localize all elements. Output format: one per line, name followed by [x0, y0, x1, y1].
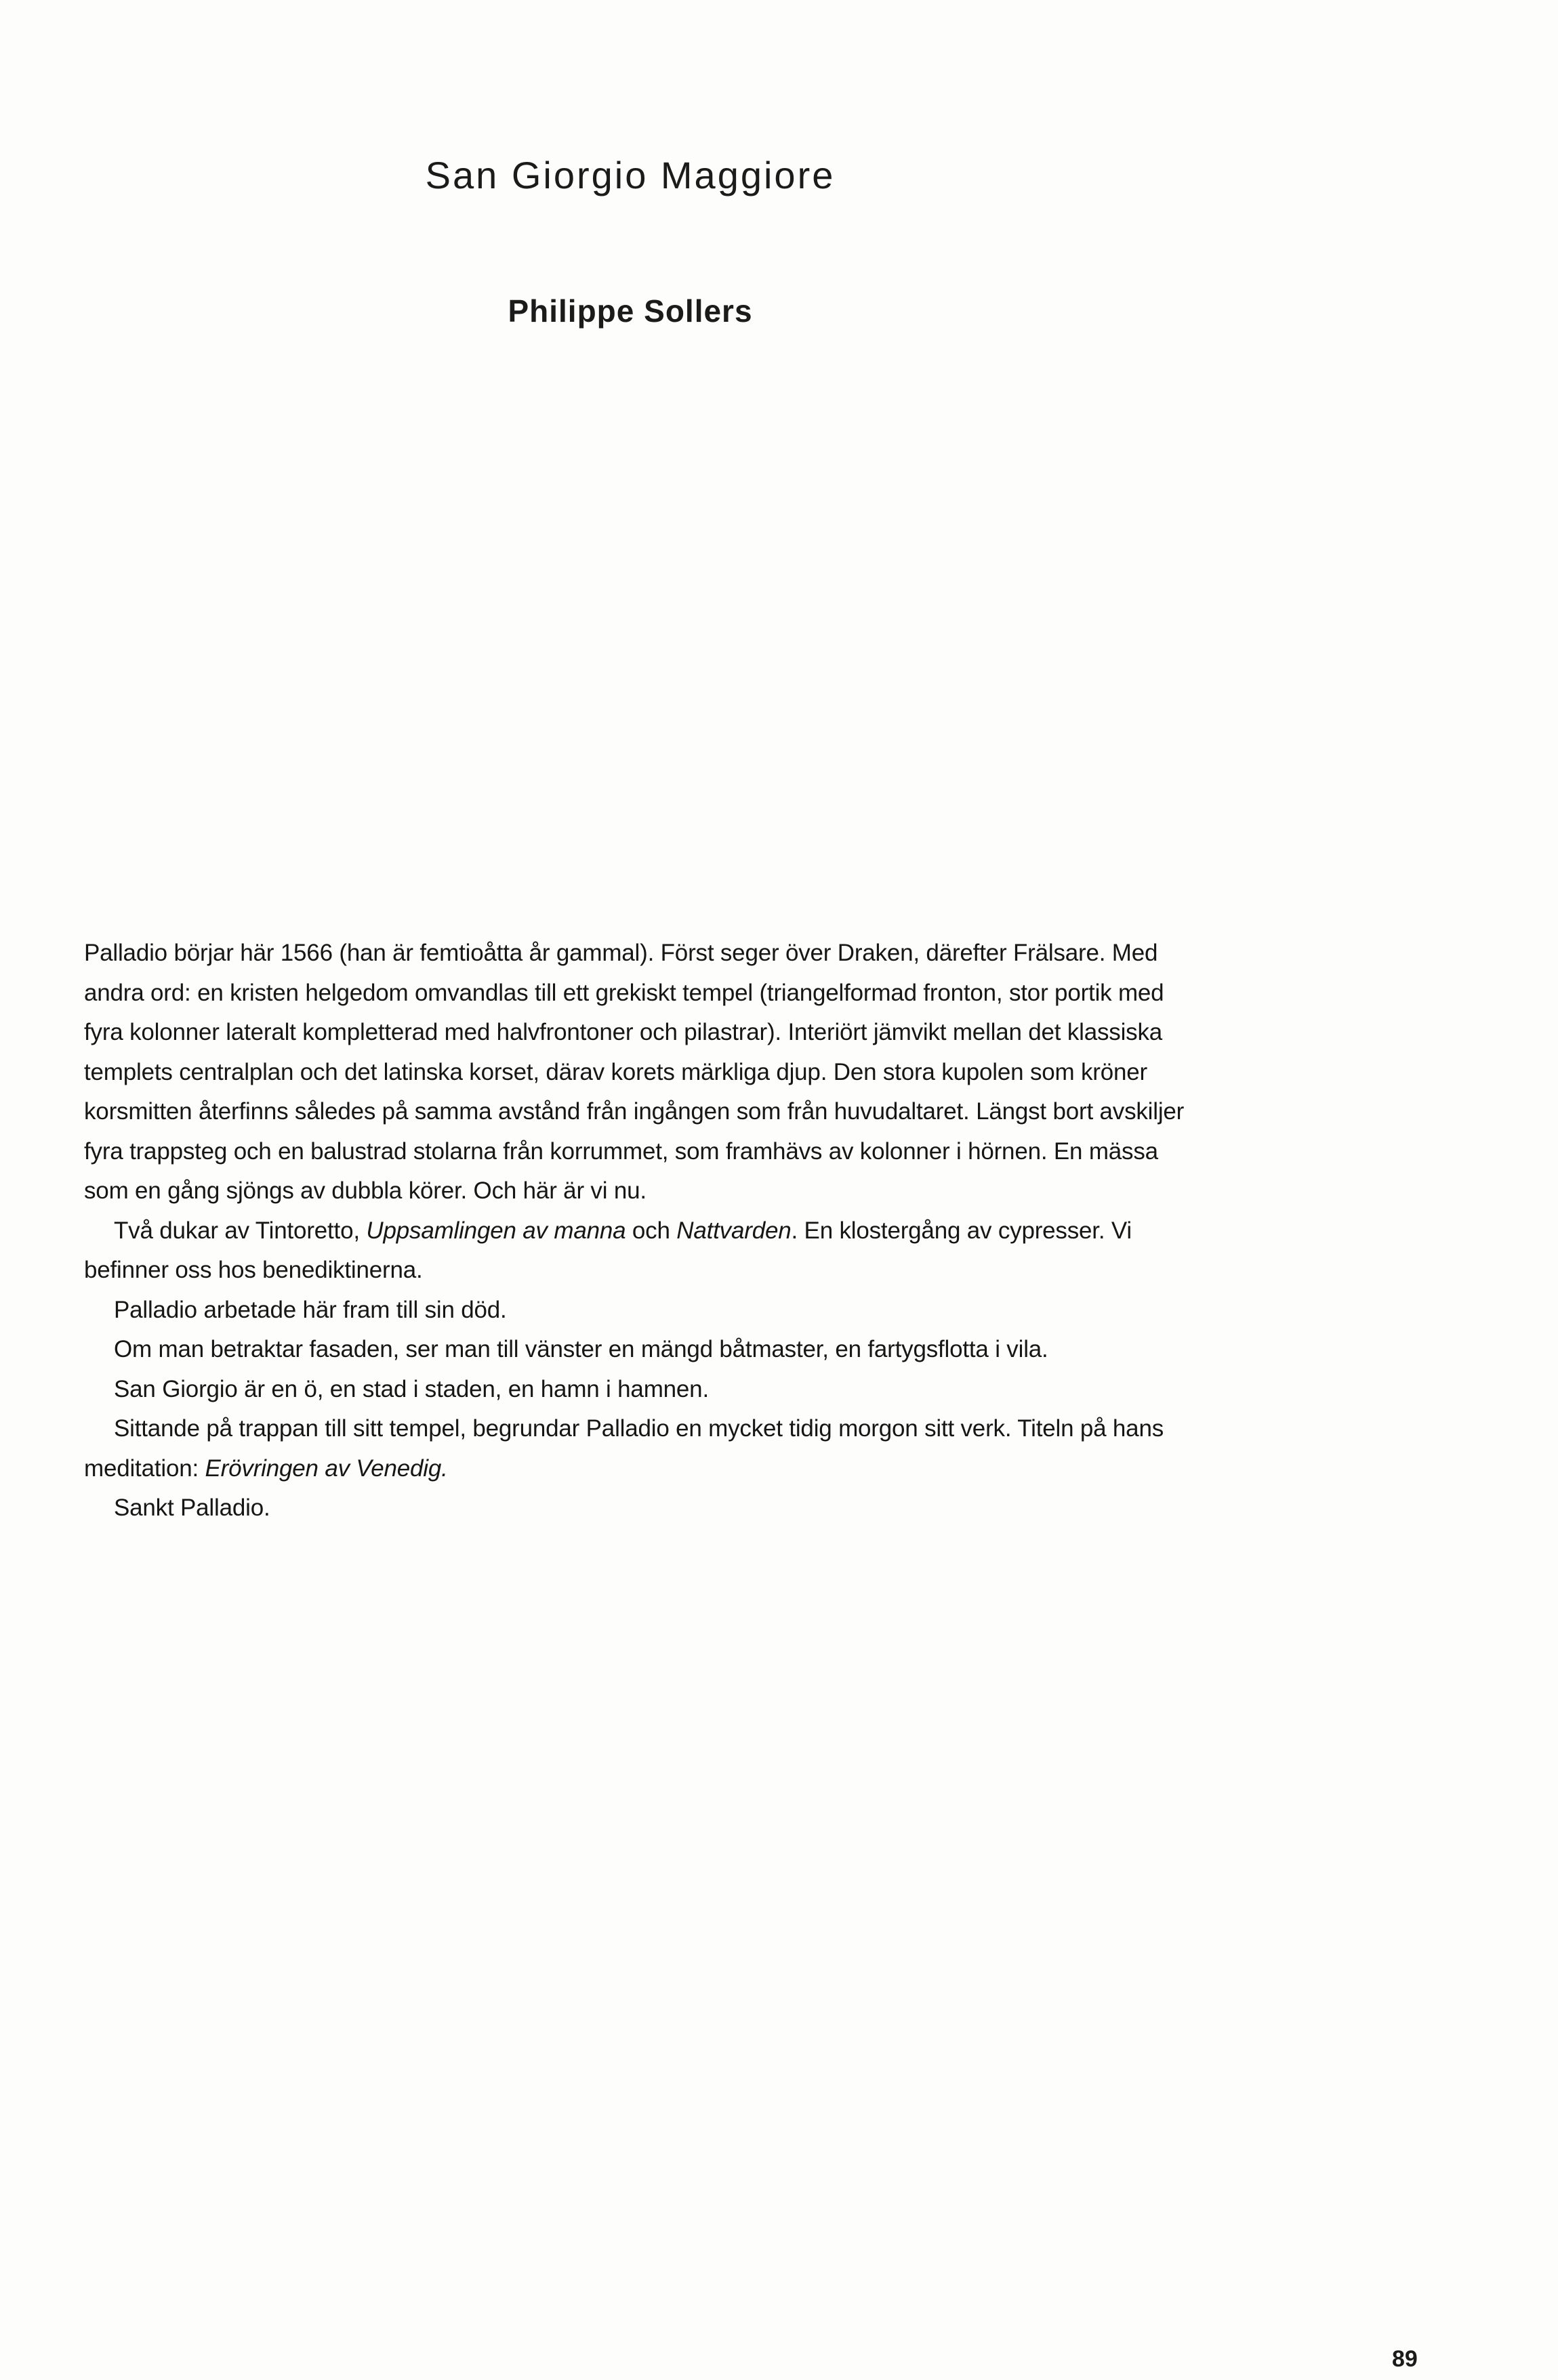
paragraph-text: Palladio börjar här 1566 (han är femtioåtta år gammal). Först seger över Draken, därefter Frälsare. Med andra ord: en kristen helgedom omvandlas till ett grekiskt tempel (triangelformad fronton, stor portik med fyra kolonner lateralt kompletterad med halvfrontoner och pilastrar). Interiört jämvikt mellan det klassiska templets centralplan och det latinska korset, därav korets märkliga djup. Den stora kupolen som kröner korsmitten återfinns således på samma avstånd från ingången som från huvudaltaret. Längst bort avskiljer fyra trappsteg och en balustrad stolarna från korrummet, som framhävs av kolonner i hörnen. En mässa som en gång sjöngs av dubbla körer. Och här är vi nu.	[84, 940, 1185, 1204]
page-number: 89	[1392, 2346, 1418, 2372]
italic-work-title: Nattvarden	[676, 1217, 792, 1244]
body-paragraph	[84, 1330, 1195, 1370]
body-paragraph	[84, 1370, 1195, 1410]
chapter-title: San Giorgio Maggiore	[425, 154, 836, 196]
italic-work-title: Uppsamlingen av manna	[366, 1217, 626, 1244]
paragraph-text: Om man betraktar fasaden, ser man till vänster en mängd båtmaster, en fartygsflotta i vila.	[114, 1336, 1048, 1362]
paragraph-text: . En klostergång av cypresser. Vi befinner oss hos benediktinerna.	[84, 1217, 1132, 1283]
author-name: Philippe Sollers	[508, 293, 753, 329]
paragraph-text: San Giorgio är en ö, en stad i staden, en hamn i hamnen.	[114, 1375, 709, 1402]
body-paragraph	[84, 1211, 1195, 1291]
paragraph-text: Två dukar av Tintoretto,	[114, 1217, 367, 1244]
body-paragraph	[84, 1409, 1195, 1488]
paragraph-text: och	[626, 1217, 677, 1244]
body-text	[84, 934, 1195, 1528]
paragraph-text: Sittande på trappan till sitt tempel, begrundar Palladio en mycket tidig morgon sitt verk. Titeln på hans meditation:	[84, 1415, 1164, 1482]
body-paragraph	[84, 1488, 1195, 1528]
italic-work-title: Erövringen av Venedig.	[205, 1455, 448, 1482]
body-paragraph	[84, 1291, 1195, 1331]
paragraph-text: Palladio arbetade här fram till sin död.	[114, 1296, 507, 1323]
paragraph-text: Sankt Palladio.	[114, 1495, 270, 1521]
body-paragraph	[84, 934, 1195, 1211]
